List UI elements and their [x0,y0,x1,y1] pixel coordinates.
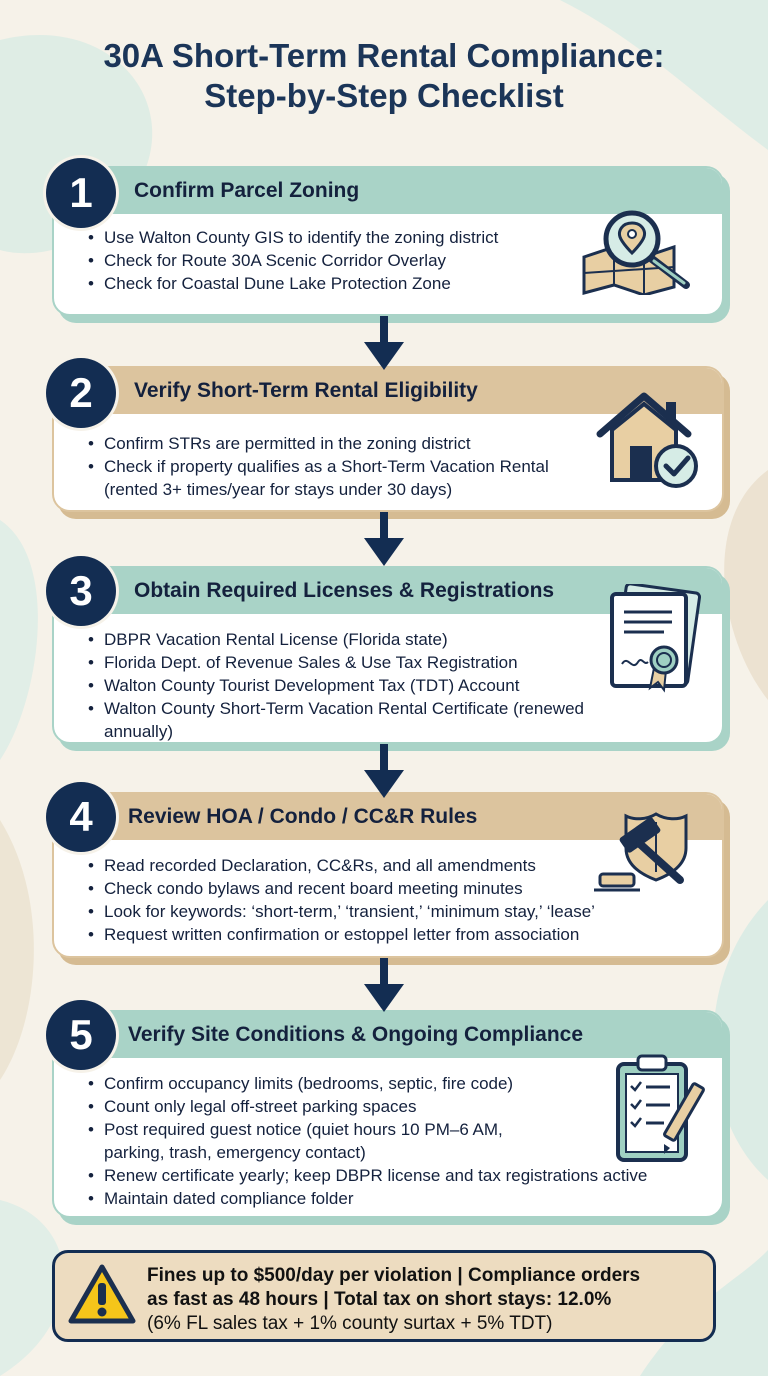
list-item: • DBPR Vacation Rental License (Florida state) [104,628,622,651]
list-item: • Use Walton County GIS to identify the zoning district [104,226,722,249]
step-2-title: Verify Short-Term Rental Eligibility [54,368,722,414]
warning-triangle-icon [67,1263,137,1327]
step-3-title: Obtain Required Licenses & Registrations [54,568,722,614]
list-item: • Confirm STRs are permitted in the zoning district [104,432,592,455]
warning-line-2: as fast as 48 hours | Total tax on short stays: 12.0% [147,1289,612,1310]
list-item: • Renew certificate yearly; keep DBPR license and tax registrations active [104,1164,712,1187]
list-item: • Look for keywords: ‘short-term,’ ‘transient,’ ‘minimum stay,’ ‘lease’ [104,900,722,923]
list-item: • Maintain dated compliance folder [104,1187,712,1210]
title-line-2: Step-by-Step Checklist [204,77,564,114]
warning-text [147,1264,707,1336]
step-1-badge: 1 [46,158,116,228]
list-item: • Post required guest notice (quiet hours 10 PM–6 AM, parking, trash, emergency contact) [104,1118,712,1164]
list-item: • Check for Route 30A Scenic Corridor Overlay [104,249,722,272]
step-2-badge: 2 [46,358,116,428]
clipboard-checklist-icon [612,1052,708,1164]
down-arrow-icon [362,512,406,568]
warning-line-1: Fines up to $500/day per violation | Compliance orders [147,1265,641,1286]
list-item: • Walton County Tourist Development Tax (TDT) Account [104,674,622,697]
step-5-badge: 5 [46,1000,116,1070]
warning-line-3: (6% FL sales tax + 1% county surtax + 5% TDT) [147,1313,553,1334]
list-item: • Request written confirmation or estoppel letter from association [104,923,722,946]
list-item: • Walton County Short-Term Vacation Rental Certificate (renewed annually) [104,697,622,743]
list-item: • Check if property qualifies as a Short-Term Vacation Rental (rented 3+ times/year for stays under 30 days) [104,455,592,501]
list-item: • Confirm occupancy limits (bedrooms, septic, fire code) [104,1072,712,1095]
list-item: • Florida Dept. of Revenue Sales & Use Tax Registration [104,651,622,674]
step-1-title: Confirm Parcel Zoning [54,168,722,214]
gavel-shield-icon [594,808,704,894]
down-arrow-icon [362,316,406,372]
list-item: • Check for Coastal Dune Lake Protection Zone [104,272,722,295]
list-item: • Check condo bylaws and recent board meeting minutes [104,877,722,900]
down-arrow-icon [362,958,406,1014]
map-magnifier-icon [574,205,704,295]
step-3-badge: 3 [46,556,116,626]
page-title [0,36,768,116]
house-check-icon [592,388,702,490]
certificate-icon [600,584,704,696]
list-item: • Read recorded Declaration, CC&Rs, and all amendments [104,854,722,877]
down-arrow-icon [362,744,406,800]
step-5-title: Verify Site Conditions & Ongoing Compliance [54,1012,722,1058]
step-4-title: Review HOA / Condo / CC&R Rules [54,794,722,840]
list-item: • Count only legal off-street parking spaces [104,1095,712,1118]
title-line-1: 30A Short-Term Rental Compliance: [103,37,665,74]
warning-banner [52,1250,716,1342]
step-4-badge: 4 [46,782,116,852]
